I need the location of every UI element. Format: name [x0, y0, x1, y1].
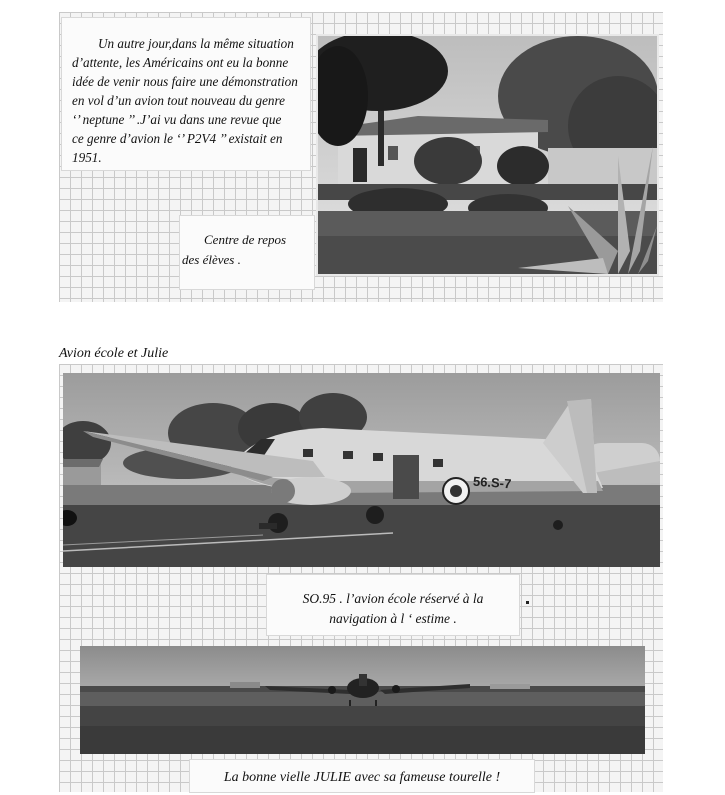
story-line: 1951.	[72, 150, 102, 165]
so95-caption-note	[267, 575, 519, 635]
julie-plane-photo	[80, 646, 645, 754]
stray-dot	[526, 601, 529, 604]
plane-marking: 56.S-7	[472, 473, 512, 492]
caption-line: Centre de repos	[204, 232, 287, 247]
story-line: idée de venir nous faire une démonstration	[72, 74, 298, 89]
caption-line: navigation à l ‘ estime .	[329, 611, 457, 626]
caption-line: SO.95 . l’avion école réservé à la	[302, 591, 484, 606]
julie-caption: La bonne vielle JULIE avec sa fameuse tourelle !	[223, 770, 501, 785]
julie-caption-note	[190, 760, 534, 792]
story-text-note	[62, 18, 310, 170]
rest-centre-photo	[318, 36, 657, 274]
caption-line: des élèves .	[182, 252, 241, 267]
story-paragraph	[72, 34, 306, 53]
rest-centre-caption-note	[180, 216, 314, 289]
section-heading: Avion école et Julie	[59, 346, 169, 361]
story-line: en vol d’un avion tout nouveau du genre	[72, 93, 286, 108]
so95-plane-photo	[63, 373, 660, 567]
story-line: ‘’ neptune ’’ .J’ai vu dans une revue que	[72, 112, 282, 127]
story-line: Un autre jour,dans la même situation	[98, 36, 294, 51]
story-line: d’attente, les Américains ont eu la bonne	[72, 55, 289, 70]
story-line: ce genre d’avion le ‘’ P2V4 ’’ existait en	[72, 131, 283, 146]
